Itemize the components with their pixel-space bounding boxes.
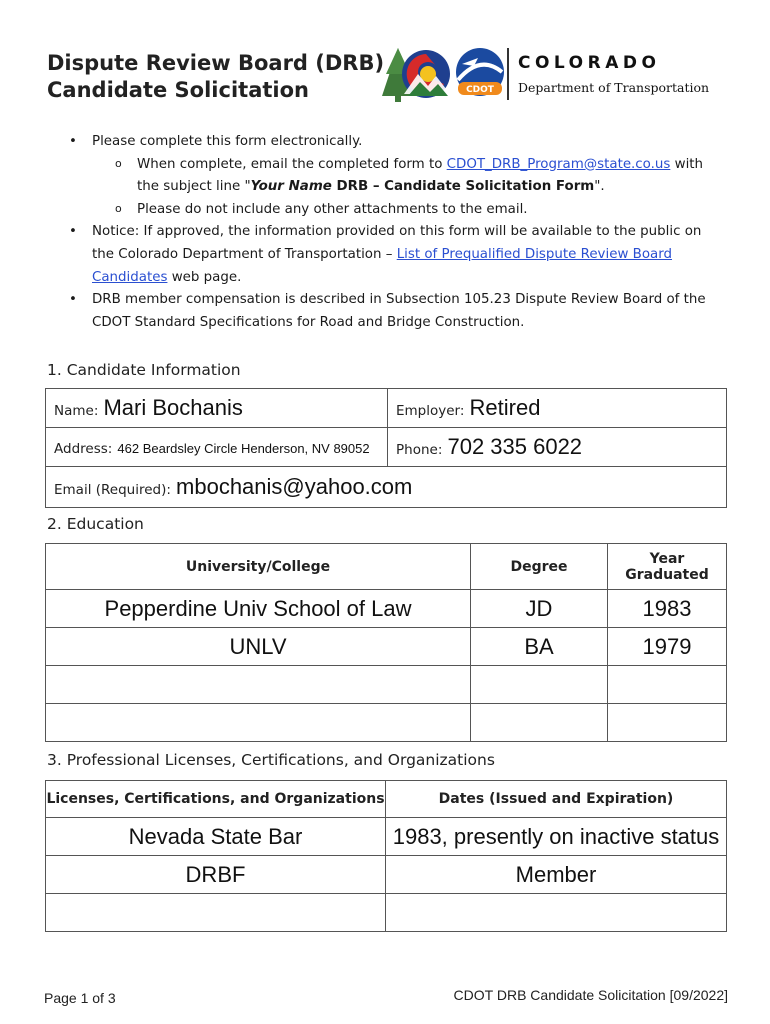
colorado-flag-icon: [402, 50, 450, 98]
instructions-list: [47, 131, 727, 334]
email-value: mbochanis@yahoo.com: [176, 474, 413, 499]
table-row: [46, 894, 727, 932]
degree-cell[interactable]: [471, 704, 608, 742]
licenses-table: [45, 780, 727, 932]
page-number: Page 1 of 3: [44, 990, 116, 1006]
year-cell[interactable]: [608, 704, 727, 742]
drb-candidates-link[interactable]: List of Prequalified Dispute Review Board: [396, 246, 673, 262]
page-title: [47, 50, 384, 104]
table-row: [46, 818, 727, 856]
col-year: Year Graduated: [608, 544, 727, 590]
instruction-item: • Please complete this form electronically.: [47, 131, 727, 154]
university-cell[interactable]: UNLV: [46, 628, 471, 666]
col-degree: Degree: [471, 544, 608, 590]
license-name-cell[interactable]: [46, 894, 386, 932]
degree-cell[interactable]: [471, 666, 608, 704]
section-heading-education: 2. Education: [47, 515, 144, 533]
degree-cell[interactable]: BA: [471, 628, 608, 666]
degree-cell[interactable]: JD: [471, 590, 608, 628]
candidate-info-table: [45, 388, 727, 508]
col-university: University/College: [46, 544, 471, 590]
phone-value: 702 335 6022: [447, 434, 583, 459]
drb-candidates-link-cont[interactable]: Candidates: [92, 269, 168, 285]
university-cell[interactable]: [46, 666, 471, 704]
form-identifier: CDOT DRB Candidate Solicitation [09/2022]: [453, 987, 728, 1003]
email-field[interactable]: Email (Required): mbochanis@yahoo.com: [46, 467, 727, 508]
university-cell[interactable]: [46, 704, 471, 742]
license-dates-cell[interactable]: 1983, presently on inactive status: [386, 818, 727, 856]
education-table: [45, 543, 727, 742]
col-licenses: Licenses, Certifications, and Organizations: [46, 781, 386, 818]
email-link[interactable]: CDOT_DRB_Program@state.co.us: [446, 156, 671, 172]
address-value: 462 Beardsley Circle Henderson, NV 89052: [117, 440, 370, 456]
table-row: [46, 628, 727, 666]
cdot-badge-icon: [456, 48, 504, 96]
year-cell[interactable]: 1979: [608, 628, 727, 666]
table-row: [46, 590, 727, 628]
table-row: [46, 666, 727, 704]
license-name-cell[interactable]: Nevada State Bar: [46, 818, 386, 856]
title-line-2: Candidate Solicitation: [47, 78, 309, 102]
license-name-cell[interactable]: DRBF: [46, 856, 386, 894]
table-row: [46, 704, 727, 742]
address-field[interactable]: Address: 462 Beardsley Circle Henderson, NV 89052: [46, 428, 388, 467]
table-row: [46, 856, 727, 894]
year-cell[interactable]: 1983: [608, 590, 727, 628]
section-heading-candidate: 1. Candidate Information: [47, 361, 241, 379]
license-dates-cell[interactable]: [386, 894, 727, 932]
employer-field[interactable]: Employer: Retired: [388, 389, 727, 428]
colorado-wordmark: COLORADO: [518, 53, 661, 73]
employer-value: Retired: [469, 395, 541, 420]
license-dates-cell[interactable]: Member: [386, 856, 727, 894]
department-name: Department of Transportation: [518, 80, 710, 95]
cdot-badge-text: CDOT: [466, 85, 494, 95]
col-dates: Dates (Issued and Expiration): [386, 781, 727, 818]
university-cell[interactable]: Pepperdine Univ School of Law: [46, 590, 471, 628]
instruction-subitem: o When complete, email the completed form to CDOT_DRB_Program@state.co.us with the subject line "Your Name DRB – Candidate Solicitation Form".: [47, 154, 727, 199]
instruction-subitem: o Please do not include any other attachments to the email.: [47, 199, 727, 222]
logo-divider: [507, 48, 509, 100]
instruction-item: • DRB member compensation is described in Subsection 105.23 Dispute Review Board of the CDOT Standard Specifications for Road and Bridge Construction.: [47, 289, 727, 334]
phone-field[interactable]: Phone: 702 335 6022: [388, 428, 727, 467]
name-value: Mari Bochanis: [103, 395, 243, 420]
section-heading-licenses: 3. Professional Licenses, Certifications, and Organizations: [47, 751, 495, 769]
title-line-1: Dispute Review Board (DRB): [47, 51, 385, 75]
instruction-item: • Notice: If approved, the information provided on this form will be available to the public on the Colorado Department of Transportation – List of Prequalified Dispute Review Board Candidates web page.: [47, 221, 727, 289]
name-field[interactable]: Name: Mari Bochanis: [46, 389, 388, 428]
year-cell[interactable]: [608, 666, 727, 704]
